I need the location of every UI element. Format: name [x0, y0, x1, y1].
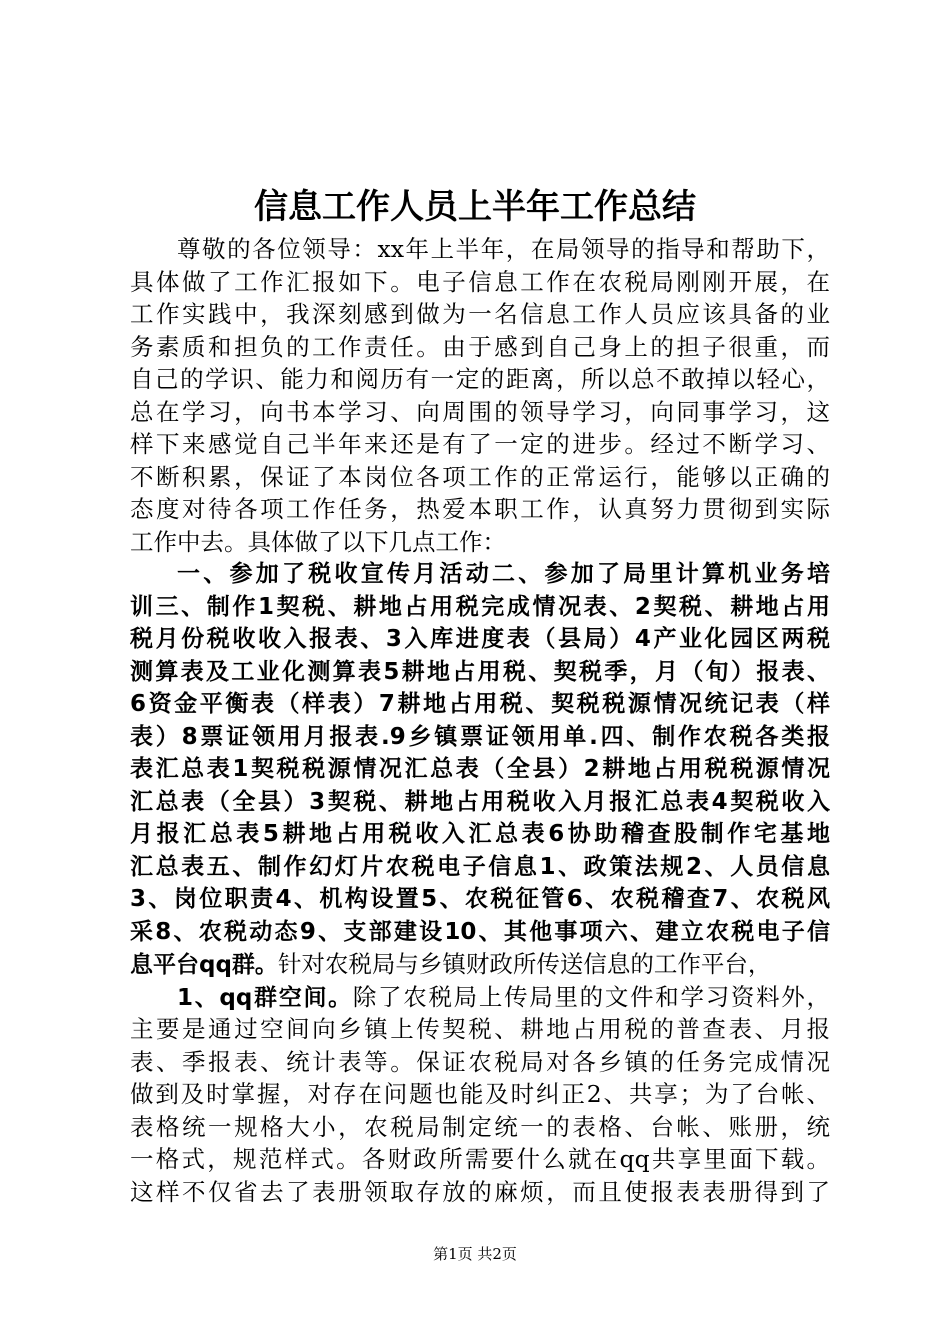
paragraph-2-line-6: 表）8票证领用月报表.9乡镇票证领用单.四、制作农税各类报: [130, 723, 830, 750]
paragraph-2-line-11: 3、岗位职责4、机构设置5、农税征管6、农税稽查7、农税风: [130, 886, 830, 912]
paragraph-1-line-5: 自己的学识、能力和阅历有一定的距离，所以总不敢掉以轻心，: [130, 365, 830, 393]
paragraph-1-line-8: 不断积累，保证了本岗位各项工作的正常运行，能够以正确的: [130, 462, 830, 491]
paragraph-3-line-7: 这样不仅省去了表册领取存放的麻烦，而且使报表表册得到了: [130, 1177, 830, 1206]
document-body: [130, 233, 830, 1208]
paragraph-3-line-3: 表、季报表、统计表等。保证农税局对各乡镇的任务完成情况: [130, 1047, 830, 1076]
paragraph-2-line-7: 表汇总表1契税税源情况汇总表（全县）2耕地占用税税源情况: [130, 756, 830, 782]
paragraph-2-line-12: 采8、农税动态9、支部建设10、其他事项六、建立农税电子信: [130, 918, 830, 945]
paragraph-3-line-5: 表格统一规格大小，农税局制定统一的表格、台帐、账册，统: [130, 1112, 830, 1141]
paragraph-3-line-1-tail: 除了农税局上传局里的文件和学习资料外，: [352, 982, 831, 1011]
paragraph-1-line-6: 总在学习，向书本学习、向周围的领导学习，向同事学习，这: [130, 397, 830, 426]
paragraph-2-line-1: 一、参加了税收宣传月活动二、参加了局里计算机业务培: [177, 561, 830, 587]
paragraph-2-line-10: 汇总表五、制作幻灯片农税电子信息1、政策法规2、人员信息: [130, 853, 830, 880]
paragraph-3-line-1-bold: 1、qq群空间。: [177, 984, 353, 1011]
paragraph-1-line-2: 具体做了工作汇报如下。电子信息工作在农税局刚刚开展，在: [130, 267, 830, 296]
paragraph-1-line-7: 样下来感觉自己半年来还是有了一定的进步。经过不断学习、: [130, 430, 830, 458]
paragraph-2-line-3: 税月份税收收入报表、3入库进度表（县局）4产业化园区两税: [130, 626, 830, 652]
paragraph-1-line-4: 务素质和担负的工作责任。由于感到自己身上的担子很重，而: [130, 332, 830, 361]
paragraph-2-line-5: 6资金平衡表（样表）7耕地占用税、契税税源情况统记表（样: [130, 691, 830, 717]
paragraph-1-line-10: 工作中去。具体做了以下几点工作：: [130, 527, 506, 556]
paragraph-2-line-4: 测算表及工业化测算表5耕地占用税、契税季，月（旬）报表、: [130, 658, 830, 685]
paragraph-3-line-1: [130, 981, 830, 1014]
paragraph-1-line-3: 工作实践中，我深刻感到做为一名信息工作人员应该具备的业: [130, 300, 830, 328]
paragraph-1-line-1: 尊敬的各位领导：xx年上半年，在局领导的指导和帮助下，: [177, 235, 830, 263]
paragraph-1-line-9: 态度对待各项工作任务，热爱本职工作，认真努力贯彻到实际: [130, 495, 830, 523]
paragraph-2-line-13: [130, 948, 830, 981]
paragraph-2-line-13-tail: 针对农税局与乡镇财政所传送信息的工作平台，: [277, 950, 772, 978]
paragraph-3-line-6: 一格式，规范样式。各财政所需要什么就在qq共享里面下载。: [130, 1145, 830, 1173]
page-number-footer: 第1页 共2页: [433, 1245, 517, 1263]
paragraph-2-line-2: 训三、制作1契税、耕地占用税完成情况表、2契税、耕地占用: [130, 593, 830, 620]
paragraph-3-line-2: 主要是通过空间向乡镇上传契税、耕地占用税的普查表、月报: [130, 1015, 830, 1043]
paragraph-2-line-13-bold: 息平台qq群。: [130, 952, 278, 978]
document-title: 信息工作人员上半年工作总结: [254, 187, 696, 227]
paragraph-2-line-8: 汇总表（全县）3契税、耕地占用税收入月报汇总表4契税收入: [130, 788, 830, 815]
paragraph-2-line-9: 月报汇总表5耕地占用税收入汇总表6协助稽查股制作宅基地: [130, 821, 830, 847]
paragraph-3-line-4: 做到及时掌握，对存在问题也能及时纠正2、共享；为了台帐、: [130, 1080, 830, 1108]
